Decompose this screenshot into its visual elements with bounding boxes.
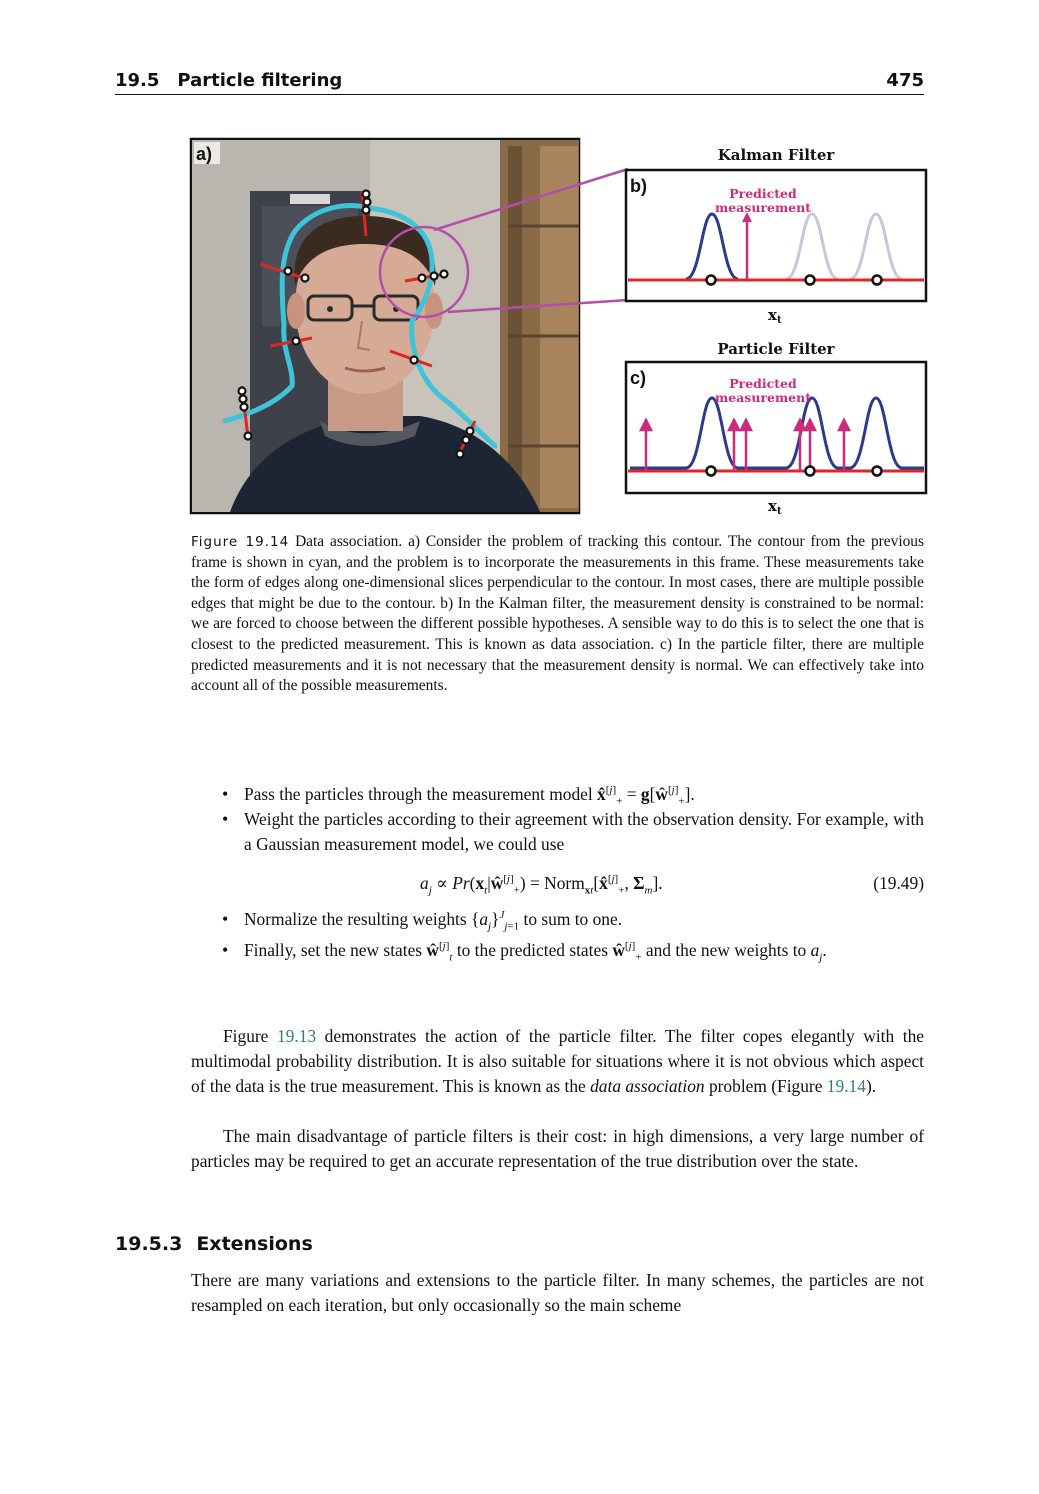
paragraph-data-association: Figure 19.13 demonstrates the action of the particle filter. The filter copes elegantly with the multimodal probability distribution. It is also suitable for situations where it is not obvious which aspect of the data is the true measurement. This is known as the data association problem (Figure 19.14).: [191, 1026, 924, 1096]
photo-panel: [191, 139, 579, 513]
kalman-measurement-1: [707, 276, 716, 285]
figure-ref-19-14[interactable]: 19.14: [826, 1076, 866, 1096]
caption-label: Figure 19.14: [191, 534, 290, 550]
particle-measurement-2: [806, 467, 815, 476]
figure-19-14: [190, 136, 930, 516]
list-item: • Finally, set the new states $ŵ[j]_t$ to the predicted states $ŵ[j]_+$ and the new weights to $a_j$.: [220, 938, 924, 963]
algorithm-steps: [220, 782, 924, 963]
subsection-heading: [115, 1233, 313, 1255]
figure-graphics: [190, 136, 930, 516]
particle-predicted-label-2: measurement: [715, 390, 811, 405]
panel-c-label: c): [630, 368, 647, 388]
caption-text: Data association. a) Consider the problem of tracking this contour. The contour from the previous frame is shown in cyan, and the problem is to incorporate the measurements in this frame. These measurements take the form of edges along one-dimensional slices perpendicular to the contour. In most cases, there are multiple possible edges that might be due to the contour. b) In the Kalman filter, the measurement density is constrained to be normal: we are forced to choose between the different possible hypotheses. A sensible way to do this is to select the one that is closest to the predicted measurement. This is known as data association. c) In the particle filter, there are multiple predicted measurements and it is not necessary that the measurement density is normal. We can effectively take into account all of the possible measurements.: [191, 533, 924, 695]
list-item: • Normalize the resulting weights $\{a_j\}^J_{j=1}$ to sum to one.: [220, 907, 924, 932]
equation-number: (19.49): [873, 873, 924, 893]
equation-19-49: $a_j$ ∝ $Pr(x_t|ŵ[j]_+)$ = $Norm_{xt}[x̂[j]_+$, $\Sigma_m$]. (19.49): [420, 873, 924, 897]
particle-measurement-1: [707, 467, 716, 476]
kalman-panel: [626, 146, 926, 326]
particle-panel: [626, 340, 926, 517]
subsection-title: Extensions: [196, 1233, 313, 1255]
paragraph-extensions: There are many variations and extensions to the particle filter. In many schemes, the particles are not resampled on each iteration, but only occasionally so the main scheme: [191, 1270, 924, 1315]
particle-title: Particle Filter: [717, 340, 835, 358]
particle-measurement-3: [873, 467, 882, 476]
panel-b-label: b): [630, 176, 647, 196]
panel-a-label: a): [196, 144, 213, 164]
kalman-measurement-3: [873, 276, 882, 285]
page-number: 475: [886, 70, 924, 91]
paragraph-disadvantage: The main disadvantage of particle filters is their cost: in high dimensions, a very large number of particles may be required to get an accurate representation of the true distribution over the state.: [191, 1126, 924, 1171]
kalman-title: Kalman Filter: [717, 146, 835, 164]
particle-axis-label: $x_t$: [768, 497, 782, 517]
section-title: 19.5 Particle filtering: [115, 70, 343, 91]
particle-predicted-label-1: Predicted: [729, 376, 797, 391]
running-header: [115, 68, 924, 95]
list-item: • Weight the particles according to their agreement with the observation density. For example, with a Gaussian measurement model, we could use: [220, 807, 924, 857]
kalman-predicted-label-1: Predicted: [729, 186, 797, 201]
figure-caption: [191, 532, 924, 697]
kalman-predicted-label-2: measurement: [715, 200, 811, 215]
kalman-axis-label: $x_t$: [768, 306, 782, 326]
subsection-number: 19.5.3: [115, 1233, 183, 1255]
kalman-measurement-2: [806, 276, 815, 285]
list-item: • Pass the particles through the measurement model $x̂[j]_+$ = $g[ŵ[j]_+]$.: [220, 782, 924, 807]
figure-ref-19-13[interactable]: 19.13: [276, 1026, 317, 1046]
